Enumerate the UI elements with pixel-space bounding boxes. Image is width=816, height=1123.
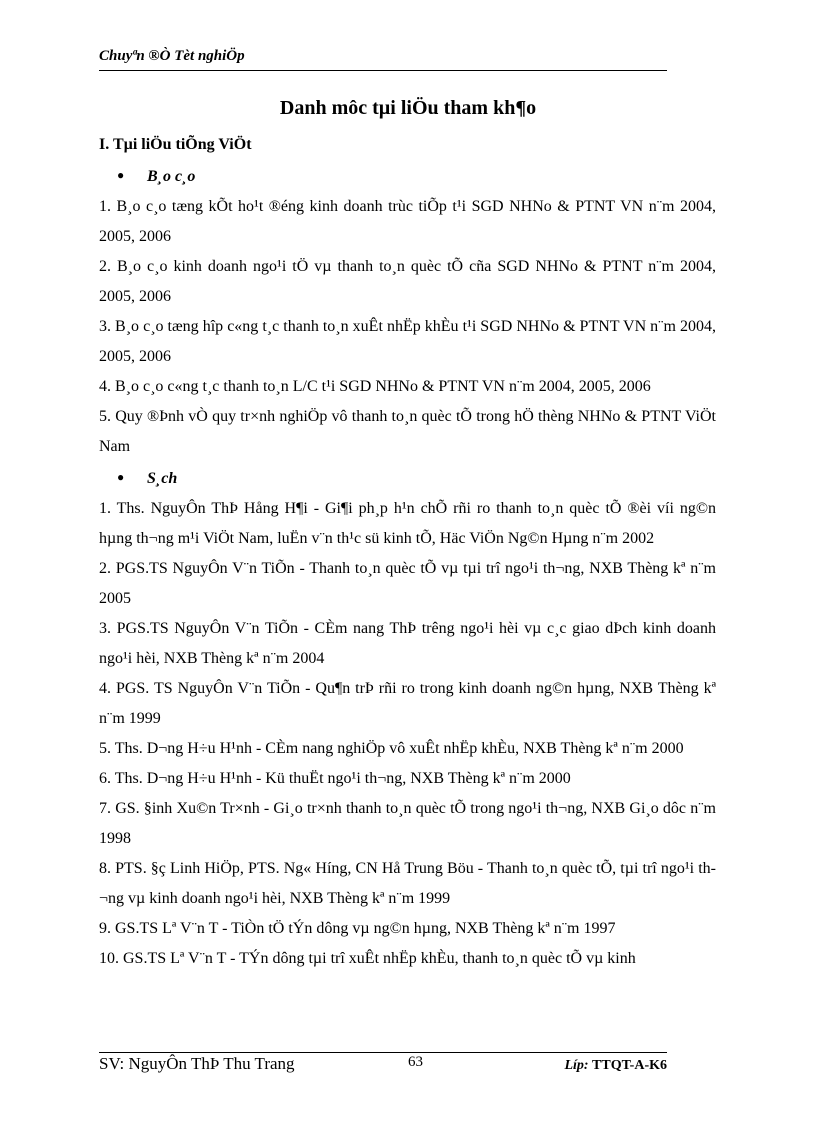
list-item: 3. B¸o c¸o tæng hîp c«ng t¸c thanh to¸n xuÊt nhËp khÈu t¹i SGD NHNo & PTNT VN n¨m 2004, 2005, 2006 — [99, 318, 716, 365]
subsection-label: S¸ch — [147, 470, 178, 487]
subsection-label: B¸o c¸o — [147, 168, 196, 185]
list-item: 5. Ths. D¬ng H÷u H¹nh - CÈm nang nghiÖp vô xuÊt nhËp khÈu, NXB Thèng kª n¨m 2000 — [99, 740, 684, 757]
reference-list — [99, 130, 716, 974]
list-item: 2. PGS.TS NguyÔn V¨n TiÕn - Thanh to¸n quèc tÕ vµ tµi trî ngo¹i th¬ng, NXB Thèng kª n¨m 2005 — [99, 560, 716, 607]
list-item: 6. Ths. D¬ng H÷u H¹nh - Kü thuËt ngo¹i th¬ng, NXB Thèng kª n¨m 2000 — [99, 770, 571, 787]
page-title: Danh môc tµi liÖu tham kh¶o — [279, 97, 537, 119]
student-name: SV: NguyÔn ThÞ Thu Trang — [99, 1054, 295, 1073]
class-value: TTQT-A-K6 — [592, 1058, 667, 1073]
list-item: 1. Ths. NguyÔn ThÞ Hång H¶i - Gi¶i ph¸p h¹n chÕ rñi ro thanh to¸n quèc tÕ ®èi víi ng©n hµng th¬ng m¹i ViÖt Nam, luËn v¨n th¹c sü kinh tÕ, Häc ViÖn Ng©n Hµng n¨m 2002 — [99, 500, 716, 547]
list-item: 2. B¸o c¸o kinh doanh ngo¹i tÖ vµ thanh to¸n quèc tÕ cña SGD NHNo & PTNT n¨m 2004, 2005, 2006 — [99, 258, 716, 305]
list-item: 9. GS.TS Lª V¨n T - TiÒn tÖ tÝn dông vµ ng©n hµng, NXB Thèng kª n¨m 1997 — [99, 920, 616, 937]
bullet-icon: ● — [117, 168, 125, 182]
list-item: 8. PTS. §ç Linh HiÖp, PTS. Ng« Híng, CN Hå Trung Böu - Thanh to¸n quèc tÕ, tµi trî ngo¹i th¬ng vµ kinh doanh ngo¹i hèi, NXB Thèng kª n¨m 1999 — [99, 860, 716, 907]
subsection-books — [99, 462, 716, 494]
header-divider — [99, 70, 667, 71]
subsection-reports — [99, 160, 716, 192]
list-item: 4. PGS. TS NguyÔn V¨n TiÕn - Qu¶n trÞ rñi ro trong kinh doanh ng©n hµng, NXB Thèng kª n¨m 1999 — [99, 680, 716, 727]
page-number: 63 — [408, 1054, 423, 1070]
list-item: 5. Quy ®Þnh vÒ quy tr×nh nghiÖp vô thanh to¸n quèc tÕ trong hÖ thèng NHNo & PTNT ViÖt Nam — [99, 408, 716, 455]
list-item: 1. B¸o c¸o tæng kÕt ho¹t ®éng kinh doanh trùc tiÕp t¹i SGD NHNo & PTNT VN n¨m 2004, 2005, 2006 — [99, 198, 716, 245]
list-item: 3. PGS.TS NguyÔn V¨n TiÕn - CÈm nang ThÞ trêng ngo¹i hèi vµ c¸c giao dÞch kinh doanh ngo¹i hèi, NXB Thèng kª n¨m 2004 — [99, 620, 716, 667]
footer-divider — [99, 1052, 667, 1053]
list-item: 4. B¸o c¸o c«ng t¸c thanh to¸n L/C t¹i SGD NHNo & PTNT VN n¨m 2004, 2005, 2006 — [99, 378, 651, 395]
list-item: 10. GS.TS Lª V¨n T - TÝn dông tµi trî xuÊt nhËp khÈu, thanh to¸n quèc tÕ vµ kinh — [99, 950, 636, 967]
page-footer — [99, 1054, 667, 1078]
class-label: Líp: — [564, 1058, 589, 1073]
page-header: Chuyªn ®Ò Tèt nghiÖp — [99, 48, 245, 64]
list-item: 7. GS. §inh Xu©n Tr×nh - Gi¸o tr×nh thanh to¸n quèc tÕ trong ngo¹i th¬ng, NXB Gi¸o dôc n¨m 1998 — [99, 800, 716, 847]
section-heading: I. Tµi liÖu tiÕng ViÖt — [99, 136, 252, 153]
bullet-icon: ● — [117, 470, 125, 484]
class-info — [564, 1058, 667, 1074]
